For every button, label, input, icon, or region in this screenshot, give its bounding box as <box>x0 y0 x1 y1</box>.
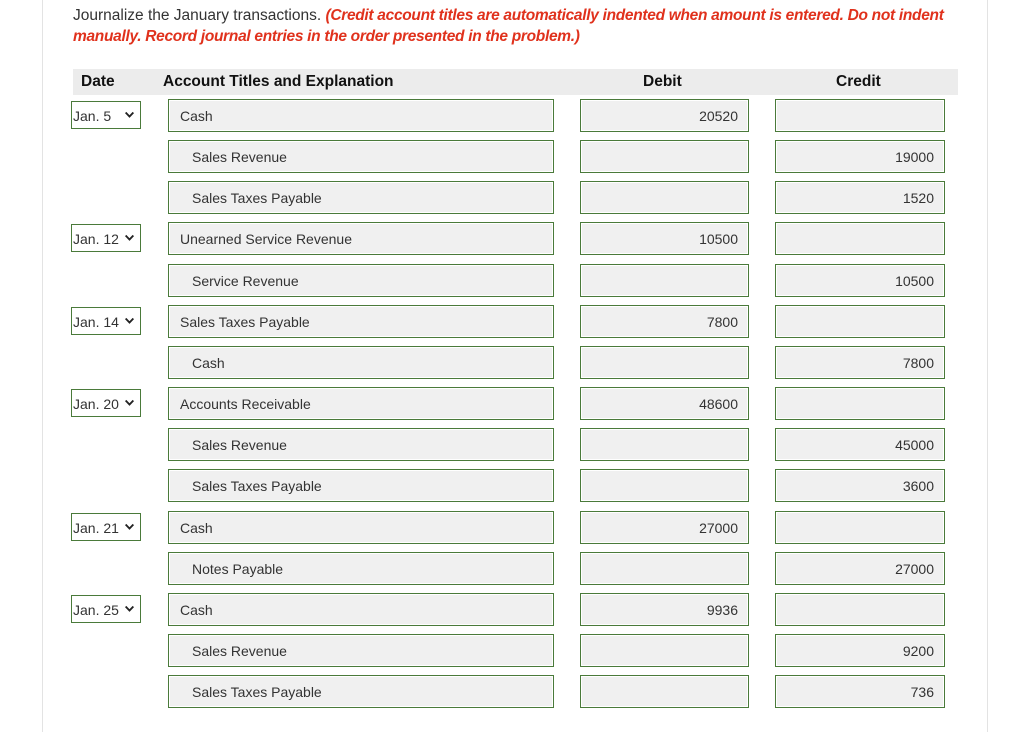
account-title-value: Sales Taxes Payable <box>192 190 322 206</box>
journal-table-header <box>73 69 958 95</box>
account-title-value: Accounts Receivable <box>180 396 311 412</box>
date-select-value: Jan. 25 <box>73 602 119 618</box>
debit-amount-input[interactable] <box>580 634 749 667</box>
account-title-input[interactable] <box>168 511 554 544</box>
debit-amount-input[interactable] <box>580 264 749 297</box>
account-title-value: Unearned Service Revenue <box>180 231 352 247</box>
debit-amount-value: 27000 <box>699 520 738 536</box>
credit-amount-value: 45000 <box>895 437 934 453</box>
chevron-down-icon <box>124 397 135 408</box>
account-column-header: Account Titles and Explanation <box>163 73 394 90</box>
journal-row <box>0 140 1024 173</box>
credit-amount-value: 27000 <box>895 561 934 577</box>
account-title-value: Sales Revenue <box>192 149 287 165</box>
date-select-value: Jan. 14 <box>73 314 119 330</box>
debit-amount-input[interactable] <box>580 99 749 132</box>
credit-amount-input[interactable] <box>775 634 945 667</box>
account-title-input[interactable] <box>168 387 554 420</box>
date-column-header: Date <box>81 73 115 90</box>
account-title-input[interactable] <box>168 552 554 585</box>
account-title-value: Sales Taxes Payable <box>192 684 322 700</box>
credit-amount-input[interactable] <box>775 346 945 379</box>
date-select[interactable] <box>71 224 141 252</box>
debit-amount-value: 10500 <box>699 231 738 247</box>
debit-amount-value: 9936 <box>706 602 738 618</box>
debit-column-header: Debit <box>643 73 682 90</box>
account-title-input[interactable] <box>168 593 554 626</box>
account-title-value: Service Revenue <box>192 273 299 289</box>
debit-amount-value: 48600 <box>699 396 738 412</box>
journal-row <box>0 99 1024 132</box>
account-title-input[interactable] <box>168 264 554 297</box>
chevron-down-icon <box>124 109 135 120</box>
debit-amount-input[interactable] <box>580 346 749 379</box>
debit-amount-input[interactable] <box>580 140 749 173</box>
credit-amount-input[interactable] <box>775 99 945 132</box>
account-title-value: Cash <box>180 602 213 618</box>
credit-amount-input[interactable] <box>775 264 945 297</box>
date-select-value: Jan. 12 <box>73 231 119 247</box>
credit-amount-value: 1520 <box>902 190 934 206</box>
instructions-hint-line1: (Credit account titles are automatically indented when amount is entered. Do not indent <box>325 7 944 24</box>
journal-row <box>0 593 1024 626</box>
journal-row <box>0 264 1024 297</box>
date-select[interactable] <box>71 101 141 129</box>
chevron-down-icon <box>124 521 135 532</box>
account-title-value: Cash <box>192 355 225 371</box>
account-title-input[interactable] <box>168 181 554 214</box>
account-title-input[interactable] <box>168 305 554 338</box>
debit-amount-value: 7800 <box>706 314 738 330</box>
credit-amount-value: 9200 <box>902 643 934 659</box>
account-title-value: Cash <box>180 520 213 536</box>
credit-amount-input[interactable] <box>775 593 945 626</box>
account-title-input[interactable] <box>168 346 554 379</box>
debit-amount-input[interactable] <box>580 387 749 420</box>
account-title-input[interactable] <box>168 675 554 708</box>
journal-row <box>0 222 1024 255</box>
credit-amount-input[interactable] <box>775 181 945 214</box>
account-title-input[interactable] <box>168 634 554 667</box>
credit-amount-input[interactable] <box>775 140 945 173</box>
journal-row <box>0 305 1024 338</box>
journal-row <box>0 634 1024 667</box>
account-title-input[interactable] <box>168 222 554 255</box>
account-title-input[interactable] <box>168 428 554 461</box>
credit-amount-value: 19000 <box>895 149 934 165</box>
account-title-value: Cash <box>180 108 213 124</box>
credit-amount-input[interactable] <box>775 222 945 255</box>
date-select-value: Jan. 21 <box>73 520 119 536</box>
account-title-value: Sales Revenue <box>192 437 287 453</box>
account-title-input[interactable] <box>168 99 554 132</box>
credit-amount-value: 7800 <box>902 355 934 371</box>
date-select[interactable] <box>71 389 141 417</box>
credit-amount-input[interactable] <box>775 675 945 708</box>
debit-amount-input[interactable] <box>580 222 749 255</box>
date-select[interactable] <box>71 595 141 623</box>
credit-amount-value: 10500 <box>895 273 934 289</box>
debit-amount-input[interactable] <box>580 181 749 214</box>
journal-row <box>0 387 1024 420</box>
chevron-down-icon <box>124 315 135 326</box>
date-select[interactable] <box>71 513 141 541</box>
account-title-value: Notes Payable <box>192 561 284 577</box>
credit-amount-input[interactable] <box>775 305 945 338</box>
instructions <box>73 5 973 47</box>
chevron-down-icon <box>124 603 135 614</box>
credit-amount-input[interactable] <box>775 511 945 544</box>
debit-amount-input[interactable] <box>580 305 749 338</box>
credit-column-header: Credit <box>836 73 881 90</box>
credit-amount-input[interactable] <box>775 552 945 585</box>
account-title-value: Sales Revenue <box>192 643 287 659</box>
journal-row <box>0 552 1024 585</box>
credit-amount-value: 736 <box>910 684 934 700</box>
journal-row <box>0 181 1024 214</box>
account-title-value: Sales Taxes Payable <box>180 314 310 330</box>
journal-row <box>0 346 1024 379</box>
chevron-down-icon <box>124 232 135 243</box>
instructions-text: Journalize the January transactions. <box>73 7 322 24</box>
journal-row <box>0 469 1024 502</box>
debit-amount-input[interactable] <box>580 593 749 626</box>
credit-amount-input[interactable] <box>775 428 945 461</box>
credit-amount-input[interactable] <box>775 387 945 420</box>
date-select-value: Jan. 5 <box>73 108 112 124</box>
debit-amount-input[interactable] <box>580 428 749 461</box>
date-select[interactable] <box>71 307 141 335</box>
credit-amount-input[interactable] <box>775 469 945 502</box>
debit-amount-value: 20520 <box>699 108 738 124</box>
credit-amount-value: 3600 <box>902 478 934 494</box>
instructions-hint-line2: manually. Record journal entries in the order presented in the problem.) <box>73 28 580 45</box>
account-title-input[interactable] <box>168 469 554 502</box>
journal-row <box>0 428 1024 461</box>
journal-row <box>0 675 1024 708</box>
date-select-value: Jan. 20 <box>73 396 119 412</box>
journal-row <box>0 511 1024 544</box>
account-title-input[interactable] <box>168 140 554 173</box>
account-title-value: Sales Taxes Payable <box>192 478 322 494</box>
debit-amount-input[interactable] <box>580 675 749 708</box>
debit-amount-input[interactable] <box>580 469 749 502</box>
debit-amount-input[interactable] <box>580 552 749 585</box>
debit-amount-input[interactable] <box>580 511 749 544</box>
